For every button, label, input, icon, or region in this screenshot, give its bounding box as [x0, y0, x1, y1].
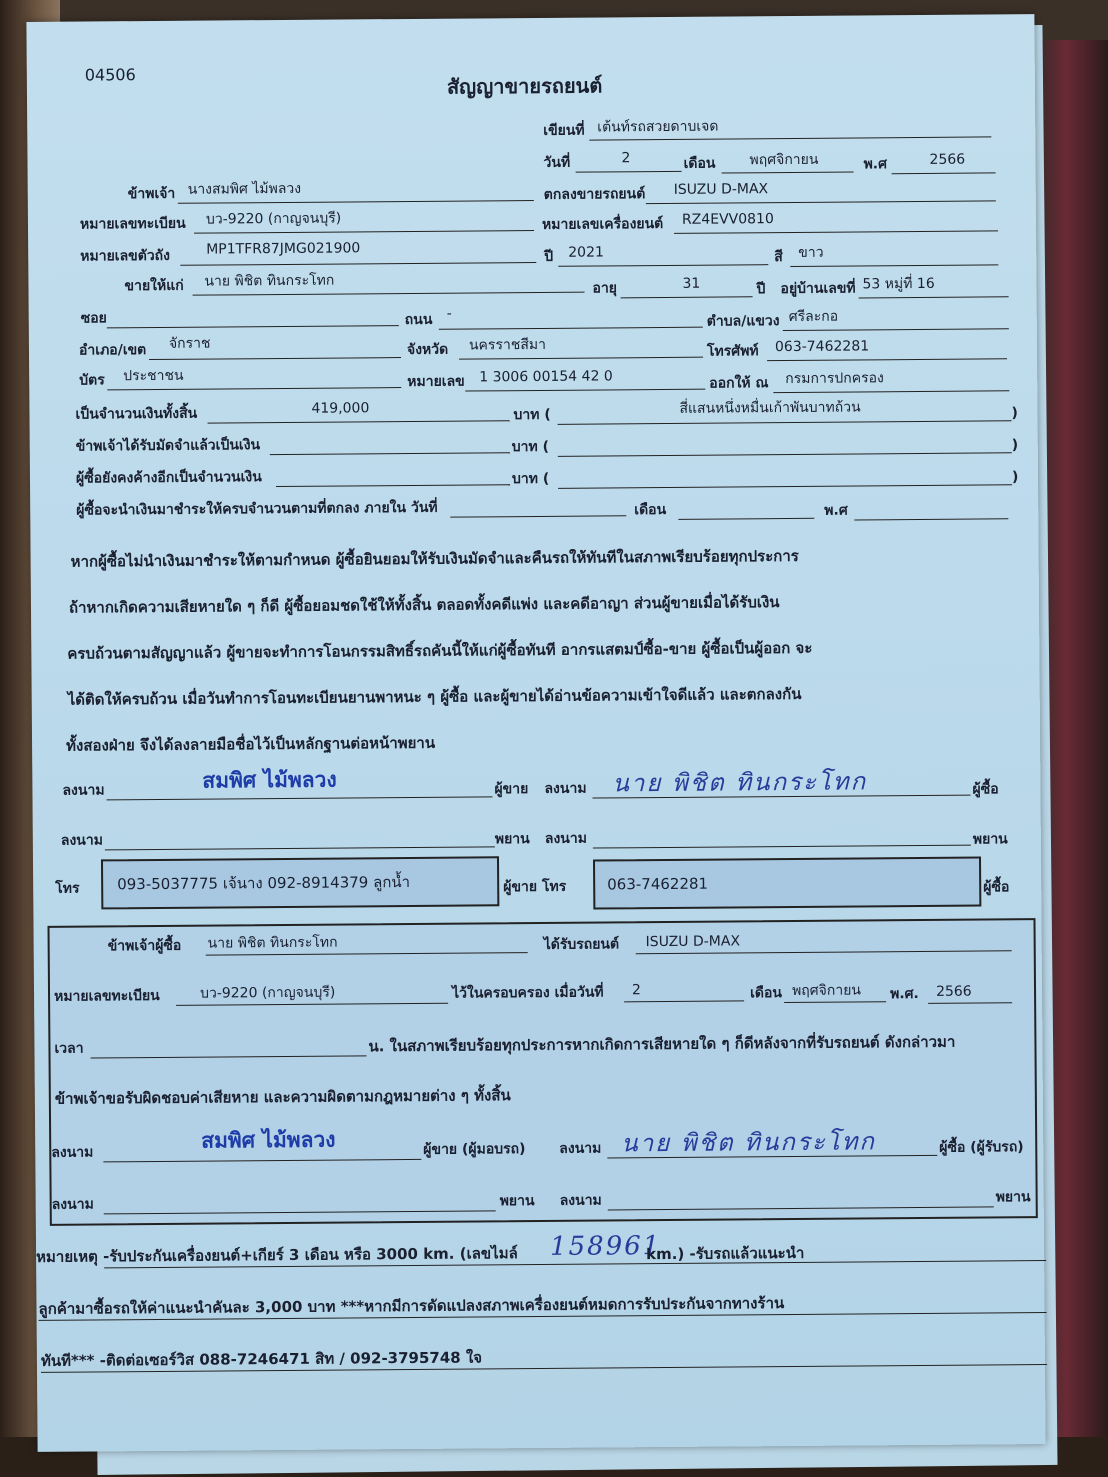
receipt-buyer-value: นาย พิชิต ทินกระโทก — [207, 934, 338, 952]
seller-tel-label: ผู้ขาย โทร — [503, 878, 567, 896]
receipt-time-label: เวลา — [54, 1040, 84, 1057]
seller-label: ข้าพเจ้า — [127, 185, 176, 203]
soi-label: ซอย — [80, 310, 107, 327]
engine-value: RZ4EVV0810 — [681, 211, 774, 228]
chassis-label: หมายเลขตัวถัง — [80, 247, 171, 265]
receipt-witness-1-line — [104, 1210, 496, 1214]
reg-value: บว-9220 (กาญจนบุรี) — [205, 210, 342, 228]
page-title: สัญญาขายรถยนต์ — [446, 73, 603, 99]
deposit-close: ) — [1011, 437, 1019, 454]
agree-label: ตกลงขายรถยนต์ — [543, 186, 646, 203]
phone-label: โทรศัพท์ — [706, 343, 759, 360]
receipt-reg-label: หมายเลขทะเบียน — [53, 987, 160, 1005]
remarks-line-1: หมายเหตุ -รับประกันเครื่องยนต์+เกียร์ 3 เดือน หรือ 3000 km. (เลขไมล์ — [36, 1244, 518, 1266]
receipt-seller-role: ผู้ขาย (ผู้มอบรถ) — [423, 1141, 526, 1158]
car-year-value: 2021 — [568, 244, 604, 261]
receipt-month-line — [784, 1001, 886, 1003]
pay-year-line — [854, 518, 1008, 520]
amount-line — [208, 420, 510, 423]
color-value: ขาว — [798, 244, 824, 261]
witness-1-role: พยาน — [494, 831, 530, 848]
written-at-label: เขียนที่ — [543, 122, 585, 139]
remain-line — [276, 484, 510, 487]
sign-label-witness-1: ลงนาม — [60, 832, 103, 849]
soi-line — [107, 325, 399, 328]
month-line — [722, 171, 854, 173]
sign-label-witness-2: ลงนาม — [544, 830, 587, 847]
pay-month-line — [678, 518, 814, 520]
deposit-words-line — [558, 452, 1012, 457]
receipt-sign-label-seller: ลงนาม — [51, 1144, 94, 1161]
seller-signature: สมพิศ ไม้พลวง — [202, 767, 337, 793]
color-line — [790, 264, 998, 267]
receipt-responsibility: ข้าพเจ้าขอรับผิดชอบค่าเสียหาย และความผิดตามกฎหมายต่าง ๆ ทั้งสิ้น — [54, 1086, 511, 1108]
deposit-label: ข้าพเจ้าได้รับมัดจำแล้วเป็นเงิน — [75, 437, 261, 455]
receipt-condition: น. ในสภาพเรียบร้อยทุกประการหากเกิดการเสียหายใด ๆ ก็ดีหลังจากที่รับรถยนต์ ดังกล่าวมา — [368, 1032, 956, 1056]
seller-value: นางสมพิศ ไม้พลวง — [187, 180, 302, 198]
remain-close: ) — [1011, 469, 1019, 486]
terms-line-5: ทั้งสองฝ่าย จึงได้ลงลายมือชื่อไว้เป็นหลักฐานต่อหน้าพยาน — [66, 733, 436, 755]
house-label: อยู่บ้านเลขที่ — [780, 280, 856, 298]
amount-words: สี่แสนหนึ่งหมื่นเก้าพันบาทถ้วน — [679, 399, 861, 417]
buyer-tel-value: 063-7462281 — [607, 874, 709, 894]
house-value: 53 หมู่ที่ 16 — [862, 275, 935, 293]
subdistrict-line — [783, 328, 1009, 331]
issued-label: ออกให้ ณ — [709, 375, 769, 392]
year-label: พ.ศ — [863, 156, 888, 173]
receipt-time-line — [91, 1055, 367, 1058]
receipt-box — [47, 918, 1037, 1226]
buyer-tel-role: ผู้ซื้อ — [983, 879, 1010, 896]
remain-baht: บาท ( — [511, 470, 550, 488]
age-unit: ปี — [756, 281, 766, 298]
car-model-line — [646, 200, 996, 204]
receipt-buyer-label: ข้าพเจ้าผู้ซื้อ — [107, 937, 182, 955]
remarks-line-3: ทันที*** -ติดต่อเซอร์วิส 088-7246471 สิท / 092-3795748 ใจ — [40, 1348, 483, 1370]
terms-line-2: ถ้าหากเกิดความเสียหายใด ๆ ก็ดี ผู้ซื้อยอมชดใช้ให้ทั้งสิ้น ตลอดทั้งคดีแพ่ง และคดีอาญา ส่วนผู้ขายเมื่อได้รับเงิน — [68, 593, 780, 617]
receipt-sign-label-witness-1: ลงนาม — [51, 1196, 94, 1213]
receipt-buyer-line — [206, 952, 528, 956]
receipt-year-value: 2566 — [935, 983, 972, 1000]
receipt-own-label: ไว้ในครอบครอง เมื่อวันที่ — [451, 984, 604, 1002]
receipt-month-value: พฤศจิกายน — [791, 982, 862, 999]
buyer-line — [193, 292, 585, 296]
terms-line-1: หากผู้ซื้อไม่นำเงินมาชำระให้ตามกำหนด ผู้ซื้อยินยอมให้รับเงินมัดจำและคืนรถให้ทันทีในสภาพเรียบร้อยทุกประการ — [70, 546, 799, 571]
issued-value: กรมการปกครอง — [785, 370, 884, 388]
age-label: อายุ — [592, 280, 618, 297]
amount-label: เป็นจำนวนเงินทั้งสิ้น — [75, 405, 198, 423]
year-line — [892, 172, 996, 174]
card-line — [107, 387, 401, 390]
seller-role: ผู้ขาย — [494, 781, 529, 798]
car-year-label: ปี — [544, 248, 554, 265]
written-at-value: เต้นท์รถสวยดาบเจด — [597, 118, 719, 136]
amount-words-line — [558, 420, 1012, 425]
receipt-sign-label-witness-2: ลงนาม — [559, 1192, 602, 1209]
receipt-buyer-role: ผู้ซื้อ (ผู้รับรถ) — [939, 1139, 1024, 1156]
age-line — [621, 296, 753, 298]
deposit-baht: บาท ( — [511, 438, 550, 456]
receipt-reg-line — [176, 1003, 448, 1006]
receipt-buyer-signature: นาย พิชิต ทินกระโทก — [621, 1127, 877, 1158]
road-label: ถนน — [404, 311, 433, 329]
sign-label-buyer: ลงนาม — [544, 780, 587, 797]
house-line — [859, 296, 1009, 298]
district-label: อำเภอ/เขต — [78, 342, 147, 359]
subdistrict-label: ตำบล/แขวง — [706, 313, 780, 330]
receipt-reg-value: บว-9220 (กาญจนบุรี) — [199, 984, 336, 1002]
amount-value: 419,000 — [311, 400, 370, 417]
remain-label: ผู้ซื้อยังคงค้างอีกเป็นจำนวนเงิน — [75, 469, 262, 487]
date-label: วันที่ — [543, 154, 571, 171]
terms-line-4: ได้ติดให้ครบถ้วน เมื่อวันทำการโอนทะเบียนยานพาหนะ ๆ ผู้ซื้อ และผู้ขายได้อ่านข้อความเข้าใจดีแล้ว และตกลงกัน — [67, 684, 802, 709]
month-value: พฤศจิกายน — [749, 151, 819, 169]
receipt-year-label: พ.ศ. — [889, 986, 919, 1003]
contract-paper — [26, 14, 1045, 1452]
road-line — [439, 327, 703, 330]
phone-line — [767, 358, 1007, 361]
engine-label: หมายเลขเครื่องยนต์ — [541, 215, 664, 233]
month-label: เดือน — [683, 155, 716, 172]
age-value: 31 — [682, 275, 701, 292]
issued-line — [773, 390, 1009, 393]
color-label: สี — [774, 249, 783, 266]
year-value: 2566 — [929, 151, 966, 168]
receipt-witness-2-line — [608, 1206, 994, 1210]
id-value: 1 3006 00154 42 0 — [479, 368, 613, 386]
district-value: จักราช — [168, 335, 211, 352]
remarks-line-1-end: km.) -รับรถแล้วแนะนำ — [646, 1243, 805, 1264]
pay-year-label: พ.ศ — [824, 502, 848, 519]
chassis-value: MP1TFR87JMG021900 — [206, 240, 361, 258]
car-year-line — [558, 264, 768, 267]
province-value: นครราชสีมา — [468, 336, 546, 354]
subdistrict-value: ศรีละกอ — [788, 308, 839, 326]
day-value: 2 — [621, 150, 631, 167]
receipt-month-label: เดือน — [749, 985, 782, 1002]
receipt-car-line — [636, 950, 1012, 954]
card-value: ประชาชน — [123, 367, 184, 385]
remain-words-line — [558, 484, 1012, 489]
seller-tel-box — [101, 856, 499, 909]
buyer-label: ขายให้แก่ — [124, 277, 184, 295]
written-at-line — [589, 136, 991, 140]
mileage-handwritten: 158961 — [549, 1231, 662, 1262]
day-line — [576, 171, 682, 173]
receipt-day-value: 2 — [631, 982, 642, 999]
sign-label-seller: ลงนาม — [62, 782, 105, 799]
receipt-seller-sign-line — [103, 1159, 421, 1162]
province-label: จังหวัด — [406, 341, 449, 359]
province-line — [459, 357, 703, 360]
tel-label: โทร — [55, 880, 80, 897]
document-number: 04506 — [84, 65, 136, 85]
chassis-line — [180, 262, 536, 266]
pay-label: ผู้ซื้อจะนำเงินมาชำระให้ครบจำนวนตามที่ตกลง ภายใน วันที่ — [76, 499, 438, 519]
receipt-day-line — [624, 1000, 744, 1002]
buyer-value: นาย พิชิต ทินกระโทก — [204, 272, 335, 290]
buyer-tel-box — [593, 857, 981, 910]
reg-line — [194, 230, 534, 234]
amount-close: ) — [1011, 405, 1018, 422]
receipt-witness-1-role: พยาน — [499, 1193, 535, 1210]
buyer-signature: นาย พิชิต ทินกระโทก — [612, 767, 868, 798]
id-label: หมายเลข — [407, 373, 465, 391]
receipt-sign-label-buyer: ลงนาม — [559, 1140, 602, 1157]
receipt-recv-label: ได้รับรถยนต์ — [543, 936, 620, 953]
terms-line-3: ครบถ้วนตามสัญญาแล้ว ผู้ขายจะทำการโอนกรรมสิทธิ์รถคันนี้ให้แก่ผู้ซื้อทันที อากรแสตมป์ซื้อ-ขาย ผู้ซื้อเป็นผู้ออก จะ — [67, 638, 813, 663]
receipt-witness-2-role: พยาน — [995, 1189, 1031, 1206]
phone-value: 063-7462281 — [774, 338, 870, 356]
receipt-seller-signature: สมพิศ ไม้พลวง — [201, 1127, 336, 1153]
car-model-value: ISUZU D-MAX — [673, 181, 769, 198]
witness-2-role: พยาน — [972, 831, 1008, 848]
witness-2-line — [593, 845, 971, 849]
seller-tel-value: 093-5037775 เจ้นาง 092-8914379 ลูกน้ำ — [117, 872, 411, 894]
amount-baht: บาท ( — [513, 406, 551, 424]
receipt-car-value: ISUZU D-MAX — [645, 933, 741, 951]
pay-month-label: เดือน — [634, 501, 667, 519]
seller-line — [178, 200, 534, 204]
reg-label: หมายเลขทะเบียน — [79, 215, 186, 233]
id-line — [465, 389, 705, 392]
deposit-line — [270, 452, 510, 455]
road-value: - — [446, 305, 452, 322]
witness-1-line — [105, 846, 495, 850]
buyer-role: ผู้ซื้อ — [972, 781, 999, 798]
receipt-year-line — [928, 1002, 1012, 1004]
pay-day-line — [450, 515, 626, 517]
card-label: บัตร — [79, 372, 105, 389]
engine-line — [674, 230, 998, 234]
district-line — [149, 357, 401, 360]
seller-sign-line — [107, 796, 493, 800]
remarks-line-2: ลูกค้ามาซื้อรถให้ค่าแนะนำคันละ 3,000 บาท ***หากมีการดัดแปลงสภาพเครื่องยนต์หมดการรับประกันจากทางร้าน — [38, 1294, 785, 1318]
